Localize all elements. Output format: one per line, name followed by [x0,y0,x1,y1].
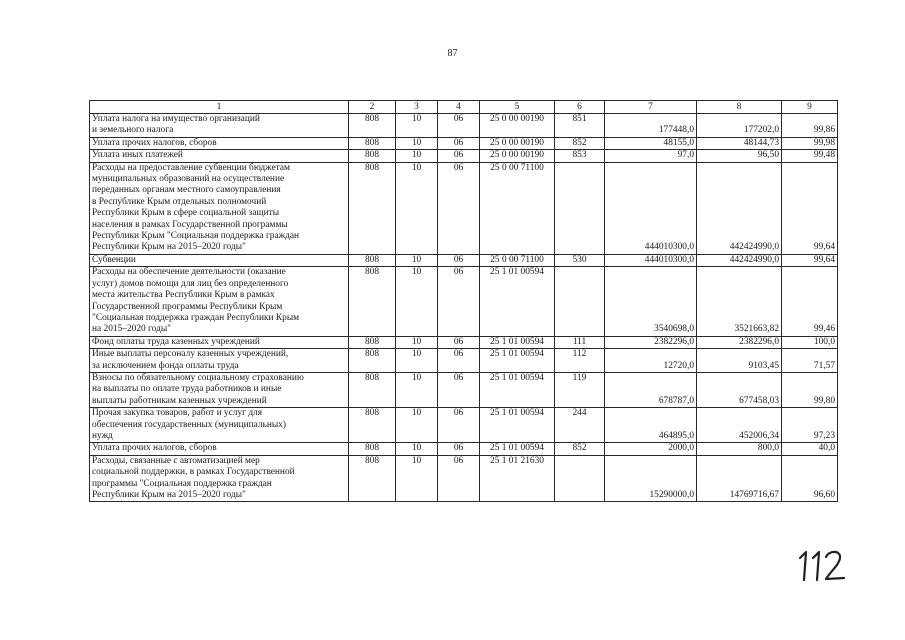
header-col-8: 8 [697,101,782,114]
row-c6: 851 [555,114,605,138]
row-c8: 800,0 [697,443,782,455]
row-c7: 2000,0 [605,443,697,455]
row-name: Уплата налога на имущество организаций и земельного налога [90,114,349,138]
row-c7: 3540698,0 [605,267,697,336]
row-c4: 06 [438,443,480,455]
row-c3: 10 [396,254,438,266]
row-name: Уплата прочих налогов, сборов [90,137,349,149]
row-c9: 97,23 [782,408,838,443]
row-c9: 99,64 [782,162,838,254]
table-row [90,254,838,266]
row-c2: 808 [349,443,396,455]
row-name: Расходы на обеспечение деятельности (оказание услуг) домов помощи для лиц без определенного места жительства Республики Крым в рамках Государственной программы Республики Крым "Социальная поддержка граждан Республики Крым на 2015–2020 годы" [90,267,349,336]
row-c9: 99,80 [782,372,838,407]
row-c5: 25 0 00 00190 [480,114,555,138]
table-body [90,101,838,502]
row-c4: 06 [438,336,480,348]
row-c6: 853 [555,150,605,162]
row-c6 [555,455,605,502]
row-c6: 530 [555,254,605,266]
row-c9: 99,64 [782,254,838,266]
row-c4: 06 [438,114,480,138]
row-c3: 10 [396,267,438,336]
row-c5: 25 0 00 00190 [480,137,555,149]
budget-table [89,100,838,502]
row-name: Субвенции [90,254,349,266]
row-c8: 9103,45 [697,349,782,373]
table-row [90,336,838,348]
row-c6 [555,162,605,254]
row-c3: 10 [396,336,438,348]
row-c2: 808 [349,455,396,502]
row-c7: 678787,0 [605,372,697,407]
row-c7: 97,0 [605,150,697,162]
row-c5: 25 1 01 00594 [480,372,555,407]
row-c3: 10 [396,349,438,373]
row-c5: 25 0 00 71100 [480,162,555,254]
row-c3: 10 [396,114,438,138]
header-col-7: 7 [605,101,697,114]
handwritten-page-number [797,548,849,584]
header-col-9: 9 [782,101,838,114]
row-c5: 25 1 01 00594 [480,349,555,373]
row-c9: 71,57 [782,349,838,373]
row-c4: 06 [438,150,480,162]
row-c9: 99,98 [782,137,838,149]
table-row [90,408,838,443]
row-c9: 40,0 [782,443,838,455]
table-row [90,455,838,502]
header-col-4: 4 [438,101,480,114]
row-c6: 119 [555,372,605,407]
table-row [90,150,838,162]
row-c3: 10 [396,408,438,443]
row-c2: 808 [349,114,396,138]
row-c5: 25 1 01 00594 [480,443,555,455]
row-name: Фонд оплаты труда казенных учреждений [90,336,349,348]
row-c8: 442424990,0 [697,254,782,266]
table-row [90,349,838,373]
row-name: Уплата прочих налогов, сборов [90,443,349,455]
row-c5: 25 1 01 00594 [480,336,555,348]
row-c6: 111 [555,336,605,348]
table-row [90,267,838,336]
row-c2: 808 [349,336,396,348]
row-c4: 06 [438,455,480,502]
row-c3: 10 [396,372,438,407]
row-c5: 25 0 00 00190 [480,150,555,162]
table-header-row [90,101,838,114]
row-c2: 808 [349,162,396,254]
row-c8: 96,50 [697,150,782,162]
page-number: 87 [447,48,458,59]
row-c2: 808 [349,267,396,336]
row-c8: 3521663,82 [697,267,782,336]
row-c7: 12720,0 [605,349,697,373]
row-c5: 25 0 00 71100 [480,254,555,266]
row-c8: 677458,03 [697,372,782,407]
table-row [90,137,838,149]
row-c3: 10 [396,162,438,254]
row-c4: 06 [438,254,480,266]
row-c7: 177448,0 [605,114,697,138]
header-col-1: 1 [90,101,349,114]
row-c6: 852 [555,137,605,149]
row-c6: 112 [555,349,605,373]
handwritten-number-mark [797,548,849,584]
header-col-6: 6 [555,101,605,114]
row-c2: 808 [349,408,396,443]
row-c7: 48155,0 [605,137,697,149]
row-c9: 96,60 [782,455,838,502]
row-c7: 444010300,0 [605,254,697,266]
table-row [90,162,838,254]
row-c4: 06 [438,162,480,254]
row-c4: 06 [438,267,480,336]
header-col-3: 3 [396,101,438,114]
row-c4: 06 [438,372,480,407]
row-name: Уплата иных платежей [90,150,349,162]
table-row [90,114,838,138]
row-c7: 2382296,0 [605,336,697,348]
row-c2: 808 [349,349,396,373]
row-c8: 442424990,0 [697,162,782,254]
row-c4: 06 [438,137,480,149]
row-c9: 100,0 [782,336,838,348]
row-c3: 10 [396,455,438,502]
row-c5: 25 1 01 00594 [480,267,555,336]
row-c4: 06 [438,408,480,443]
row-c3: 10 [396,137,438,149]
row-c6: 852 [555,443,605,455]
row-c8: 2382296,0 [697,336,782,348]
row-name: Прочая закупка товаров, работ и услуг для обеспечения государственных (муниципальных) нужд [90,408,349,443]
row-c4: 06 [438,349,480,373]
row-name: Взносы по обязательному социальному страхованию на выплаты по оплате труда работников и иные выплаты работникам казенных учреждений [90,372,349,407]
row-c2: 808 [349,150,396,162]
table-row [90,372,838,407]
row-c2: 808 [349,372,396,407]
row-c7: 15290000,0 [605,455,697,502]
header-col-2: 2 [349,101,396,114]
row-name: Иные выплаты персоналу казенных учреждений, за исключением фонда оплаты труда [90,349,349,373]
row-c5: 25 1 01 00594 [480,408,555,443]
row-c3: 10 [396,443,438,455]
row-c6 [555,267,605,336]
row-c7: 444010300,0 [605,162,697,254]
row-c2: 808 [349,254,396,266]
header-col-5: 5 [480,101,555,114]
row-c8: 14769716,67 [697,455,782,502]
row-c3: 10 [396,150,438,162]
row-c9: 99,86 [782,114,838,138]
row-c8: 48144,73 [697,137,782,149]
table-row [90,443,838,455]
row-c9: 99,46 [782,267,838,336]
row-c2: 808 [349,137,396,149]
row-name: Расходы, связанные с автоматизацией мер социальной поддержки, в рамках Государственной программы "Социальная поддержка граждан Республики Крым на 2015–2020 годы" [90,455,349,502]
row-name: Расходы на предоставление субвенции бюджетам муниципальных образований на осуществление переданных органам местного самоуправления в Республике Крым отдельных полномочий Республики Крым в сфере социальной защиты населения в рамках Государственной программы Республики Крым "Социальная поддержка граждан Республики Крым на 2015–2020 годы" [90,162,349,254]
row-c9: 99,48 [782,150,838,162]
row-c8: 177202,0 [697,114,782,138]
row-c5: 25 1 01 21630 [480,455,555,502]
row-c7: 464895,0 [605,408,697,443]
row-c6: 244 [555,408,605,443]
row-c8: 452006,34 [697,408,782,443]
